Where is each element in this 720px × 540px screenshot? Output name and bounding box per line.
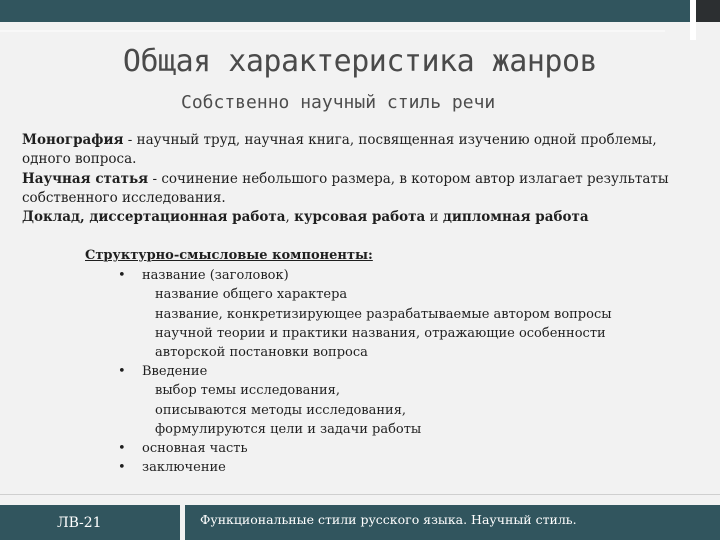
list-item-label: название (заголовок) <box>142 268 289 284</box>
list-item <box>85 439 685 458</box>
slide-subtitle: Собственно научный стиль речи <box>181 92 496 113</box>
definition-text: - сочинение небольшого размера, в котором автор излагает результаты собственного исследования. <box>22 170 669 206</box>
sub-item: название, конкретизирующее разрабатываемые автором вопросы <box>155 306 612 322</box>
list-item <box>85 458 685 477</box>
bullet-icon: • <box>118 268 126 284</box>
genre-report: Доклад, диссертационная работа <box>22 209 286 226</box>
top-dark-block <box>696 0 720 22</box>
list-item-label: основная часть <box>142 441 248 457</box>
bullet-icon: • <box>118 364 126 380</box>
definition-article <box>22 170 702 209</box>
list-item-label: Введение <box>142 364 208 380</box>
sub-item: описываются методы исследования, <box>155 402 407 418</box>
bullet-icon: • <box>118 460 126 476</box>
definitions-block <box>22 131 702 227</box>
list-item <box>85 266 685 285</box>
structure-block <box>85 246 685 477</box>
genre-diploma: дипломная работа <box>442 209 589 226</box>
sub-item: научной теории и практики названия, отражающие особенности <box>155 325 606 341</box>
sub-item: формулируются цели и задачи работы <box>155 421 422 437</box>
top-divider-line <box>0 30 665 32</box>
definition-term: Монография <box>22 132 124 148</box>
footer-caption: Функциональные стили русского языка. Научный стиль. <box>200 512 577 527</box>
genre-separator: , <box>285 209 295 226</box>
footer-divider <box>0 494 720 495</box>
definition-term: Научная статья <box>22 170 149 187</box>
sub-item: авторской постановки вопроса <box>155 345 368 361</box>
structure-list <box>85 266 685 477</box>
page-label: ЛВ-21 <box>57 515 102 531</box>
genres-line <box>22 208 702 227</box>
structure-heading: Структурно-смысловые компоненты: <box>85 248 373 263</box>
sub-item: название общего характера <box>155 287 348 303</box>
genre-coursework: курсовая работа <box>294 209 426 226</box>
definition-monograph <box>22 131 702 170</box>
top-accent-bar <box>0 0 690 22</box>
slide-title: Общая характеристика жанров <box>122 44 598 79</box>
definition-text: - научный труд, научная книга, посвященная изучению одной проблемы, одного вопроса. <box>22 132 657 168</box>
sub-item: выбор темы исследования, <box>155 383 340 399</box>
list-item <box>85 362 685 381</box>
bullet-icon: • <box>118 441 126 457</box>
genre-separator: и <box>425 209 443 226</box>
list-item-label: заключение <box>142 460 226 476</box>
